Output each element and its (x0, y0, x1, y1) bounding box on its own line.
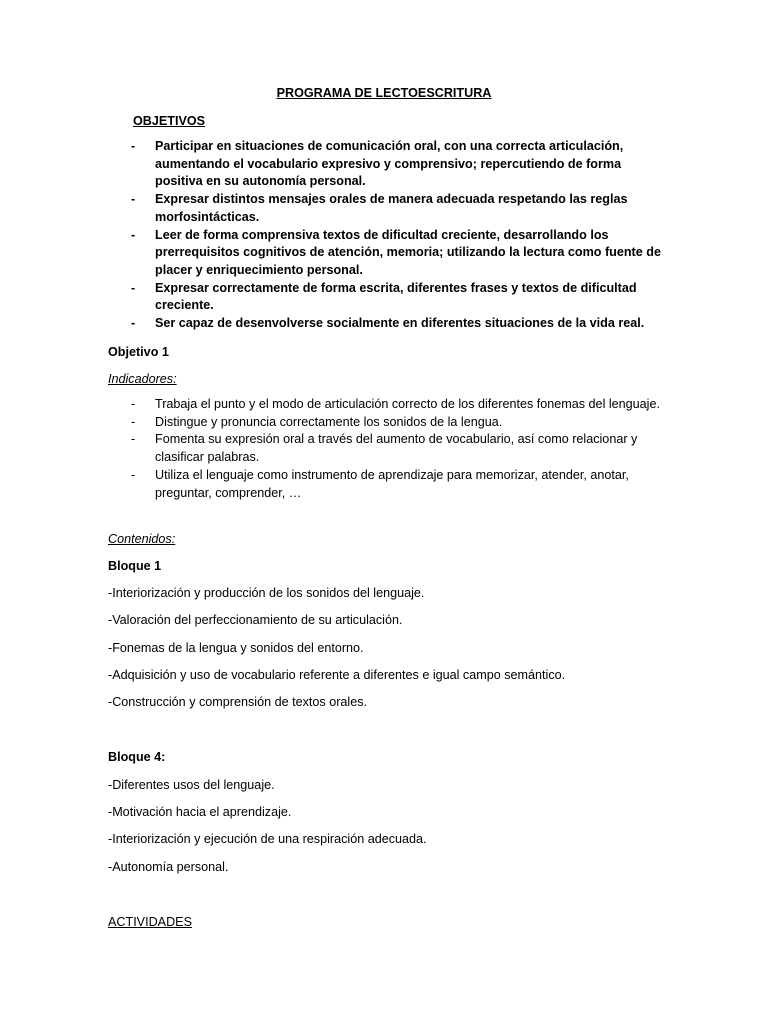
bullet-dash: - (131, 192, 136, 207)
list-item: - Trabaja el punto y el modo de articulación correcto de los diferentes fonemas del lenguaje. (133, 396, 663, 414)
bullet-dash: - (131, 139, 136, 153)
list-item: - Participar en situaciones de comunicación oral, con una correcta articulación, aumentando el vocabulario expresivo y comprensivo; repercutiendo de forma positiva en su autonomía personal. (131, 139, 624, 189)
indicadores-list (133, 396, 663, 502)
bullet-dash: - (131, 432, 136, 447)
list-item: - Expresar distintos mensajes orales de manera adecuada respetando las reglas morfosintácticas. (131, 192, 628, 224)
list-item: - Distingue y pronuncia correctamente los sonidos de la lengua. (133, 414, 663, 432)
page-title: PROGRAMA DE LECTOESCRITURA (276, 86, 492, 100)
list-item: - Utiliza el lenguaje como instrumento de aprendizaje para memorizar, atender, anotar, preguntar, comprender, … (131, 467, 629, 500)
bullet-dash: - (131, 227, 136, 242)
bloque1-item: -Adquisición y uso de vocabulario referente a diferentes e igual campo semántico. (108, 668, 566, 682)
bloque1-heading: Bloque 1 (108, 559, 162, 573)
list-item: - Ser capaz de desenvolverse socialmente en diferentes situaciones de la vida real. (133, 315, 663, 333)
list-item: - Leer de forma comprensiva textos de dificultad creciente, desarrollando los prerrequisitos cognitivos de atención, memoria; utilizando la lectura como fuente de placer y enriquecimiento personal. (131, 227, 661, 277)
bloque4-heading: Bloque 4: (108, 750, 166, 764)
contenidos-heading: Contenidos: (108, 532, 176, 546)
bloque1-item: -Construcción y comprensión de textos orales. (108, 695, 367, 709)
objetivos-list (133, 138, 663, 333)
bloque1-item: -Interiorización y producción de los sonidos del lenguaje. (108, 586, 425, 600)
bullet-dash: - (131, 316, 136, 331)
bloque4-item: -Diferentes usos del lenguaje. (108, 778, 275, 792)
bloque4-item: -Interiorización y ejecución de una respiración adecuada. (108, 832, 427, 846)
bullet-dash: - (131, 467, 136, 482)
list-item: - Fomenta su expresión oral a través del aumento de vocabulario, así como relacionar y clasificar palabras. (131, 432, 638, 465)
indicadores-heading: Indicadores: (108, 372, 177, 386)
actividades-heading: ACTIVIDADES (108, 915, 192, 929)
objetivos-heading: OBJETIVOS (133, 114, 206, 128)
bullet-dash: - (131, 414, 136, 429)
list-item: - Expresar correctamente de forma escrita, diferentes frases y textos de dificultad creciente. (131, 280, 637, 313)
bloque1-item: -Valoración del perfeccionamiento de su articulación. (108, 613, 403, 627)
bullet-dash: - (131, 280, 136, 295)
bloque4-item: -Autonomía personal. (108, 860, 229, 874)
bullet-dash: - (131, 397, 136, 411)
bloque4-item: -Motivación hacia el aprendizaje. (108, 805, 292, 819)
bloque1-item: -Fonemas de la lengua y sonidos del entorno. (108, 641, 364, 655)
objetivo1-heading: Objetivo 1 (108, 345, 169, 359)
